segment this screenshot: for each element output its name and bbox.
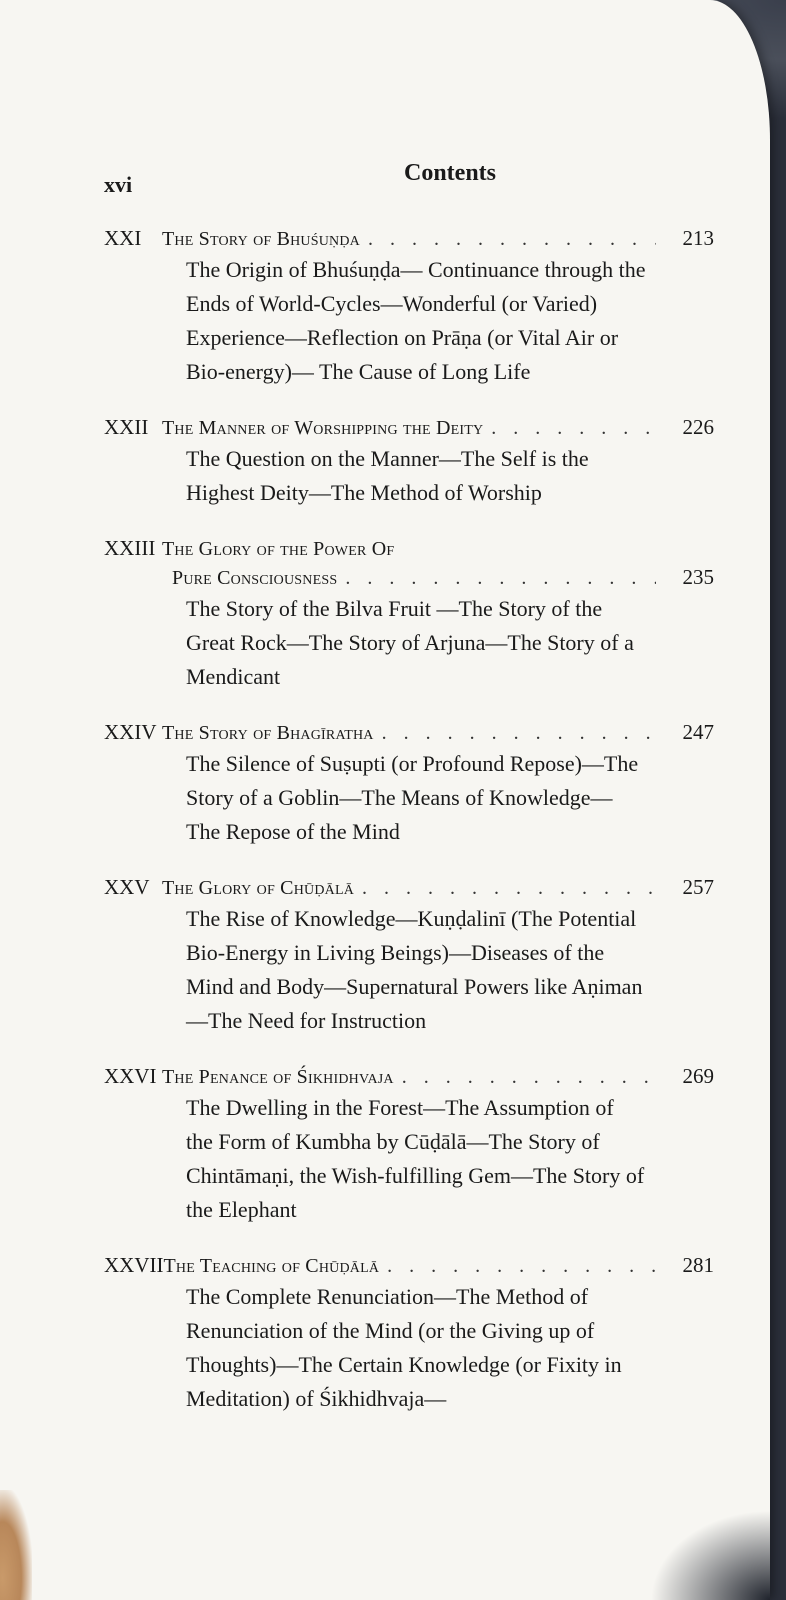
- chapter-summary: The Dwelling in the Forest—The Assumption of the Form of Kumbha by Cūḍālā—The Story of Chintāmaṇi, the Wish-fulfilling Gem—The Story of the Elephant: [186, 1095, 645, 1222]
- entry-heading: [104, 718, 714, 747]
- entry-heading: [104, 873, 714, 902]
- page-header: [104, 160, 644, 200]
- chapter-summary: The Silence of Suṣupti (or Profound Repose)—The Story of a Goblin—The Means of Knowledge—The Repose of the Mind: [186, 751, 639, 844]
- chapter-page: 226: [682, 415, 714, 439]
- chapter-page: 247: [682, 720, 714, 744]
- entry-heading: [104, 1251, 714, 1280]
- chapter-page: 235: [682, 565, 714, 589]
- entry-heading: [104, 224, 714, 253]
- chapter-summary: The Rise of Knowledge—Kuṇḍalinī (The Potential Bio-Energy in Living Beings)—Diseases of the Mind and Body—Supernatural Powers like Aṇiman—The Need for Instruction: [186, 906, 643, 1033]
- entry-heading-continued: [104, 563, 714, 592]
- leader-dots: [387, 1252, 656, 1280]
- leader-dots: [402, 1063, 656, 1091]
- table-of-contents: [104, 224, 714, 1440]
- chapter-summary: The Question on the Manner—The Self is the Highest Deity—The Method of Worship: [186, 446, 589, 505]
- chapter-title: The Glory of Chūḍālā: [162, 877, 354, 899]
- thumb-edge: [0, 1490, 32, 1600]
- toc-entry: [104, 534, 714, 694]
- page-edge-shadow: [650, 1510, 770, 1600]
- toc-entry: [104, 718, 714, 849]
- toc-entry: [104, 1062, 714, 1227]
- entry-heading: [104, 413, 714, 442]
- chapter-title: The Teaching of Chūḍālā: [163, 1255, 380, 1277]
- toc-entry: [104, 873, 714, 1038]
- chapter-summary: The Story of the Bilva Fruit —The Story of the Great Rock—The Story of Arjuna—The Story of a Mendicant: [186, 596, 634, 689]
- chapter-title-line2: Pure Consciousness: [172, 567, 338, 589]
- toc-entry: [104, 413, 714, 510]
- page-title: Contents: [404, 160, 497, 186]
- chapter-numeral: XXV: [104, 875, 150, 899]
- chapter-numeral: XXIII: [104, 536, 156, 560]
- chapter-numeral: XXVII: [104, 1253, 164, 1277]
- chapter-page: 281: [682, 1253, 714, 1277]
- leader-dots: [368, 225, 656, 253]
- toc-entry: [104, 1251, 714, 1416]
- chapter-summary: The Complete Renunciation—The Method of Renunciation of the Mind (or the Giving up of Thoughts)—The Certain Knowledge (or Fixity in Meditation) of Śikhidhvaja—: [186, 1284, 622, 1411]
- chapter-title: The Story of Bhuśuṇḍa: [162, 228, 360, 250]
- toc-entry: [104, 224, 714, 389]
- chapter-page: 269: [682, 1064, 714, 1088]
- chapter-numeral: XXIV: [104, 720, 157, 744]
- chapter-title: The Manner of Worshipping the Deity: [162, 417, 484, 439]
- leader-dots: [382, 719, 656, 747]
- leader-dots: [362, 874, 656, 902]
- chapter-summary: The Origin of Bhuśuṇḍa— Continuance through the Ends of World-Cycles—Wonderful (or Varied) Experience—Reflection on Prāṇa (or Vital Air or Bio-energy)— The Cause of Long Life: [186, 257, 646, 384]
- chapter-numeral: XXI: [104, 226, 142, 250]
- chapter-title: The Penance of Śikhidhvaja: [162, 1066, 394, 1088]
- chapter-title: The Story of Bhagīratha: [162, 722, 374, 744]
- chapter-numeral: XXVI: [104, 1064, 157, 1088]
- chapter-page: 213: [682, 226, 714, 250]
- page-number: xvi: [104, 172, 133, 197]
- entry-heading: [104, 1062, 714, 1091]
- chapter-numeral: XXII: [104, 415, 149, 439]
- entry-heading: [104, 534, 714, 563]
- leader-dots: [491, 414, 656, 442]
- leader-dots: [345, 564, 656, 592]
- chapter-page: 257: [682, 875, 714, 899]
- chapter-title: The Glory of the Power Of: [162, 538, 395, 560]
